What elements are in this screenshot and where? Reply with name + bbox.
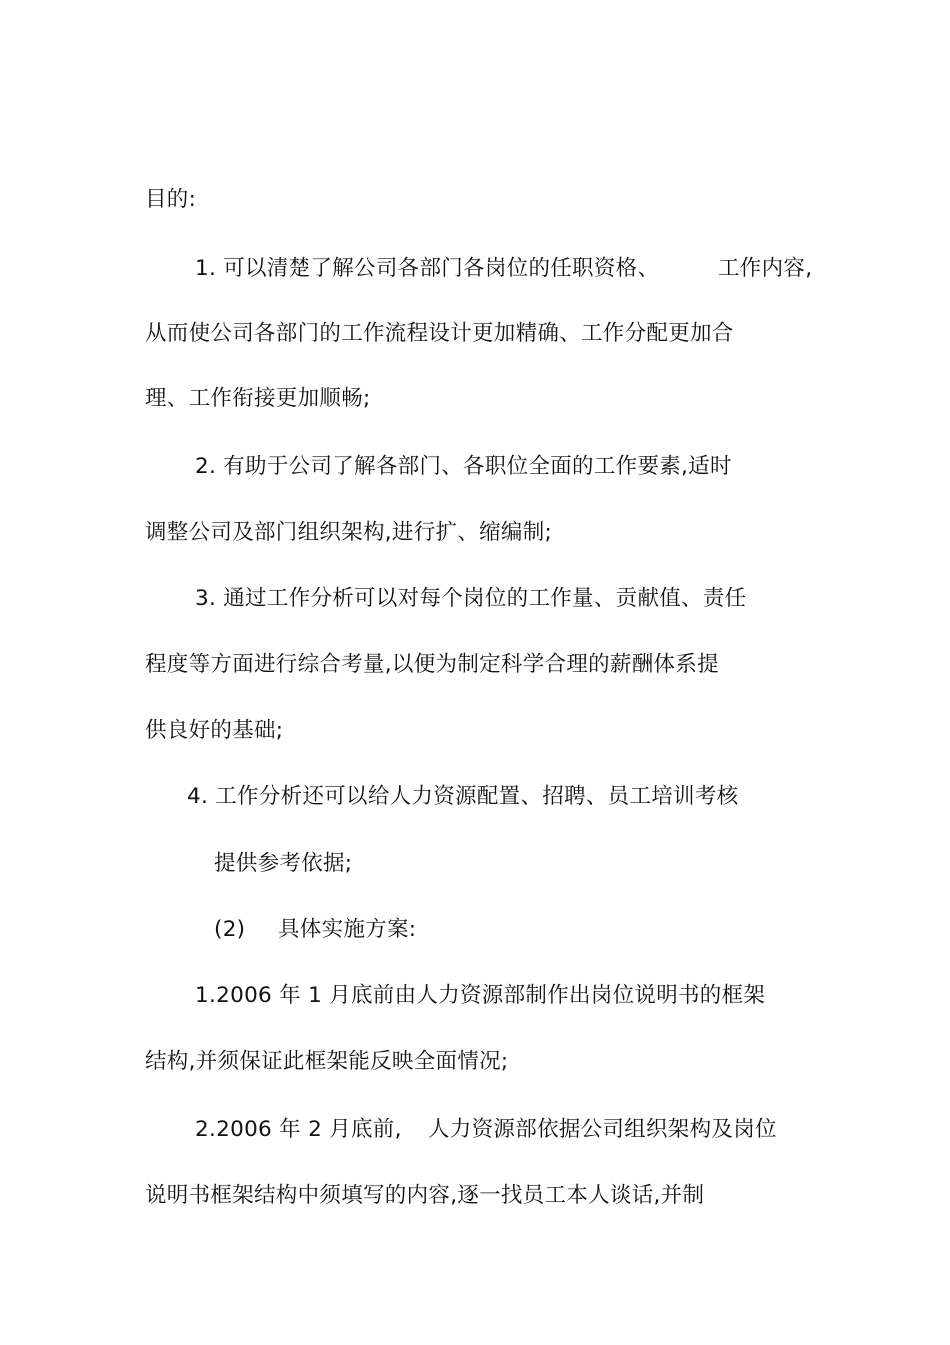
paragraph-line: 结构,并须保证此框架能反映全面情况; [145,1049,509,1074]
subsection-title: 具体实施方案: [278,917,417,942]
paragraph-line: 2.2006 年 2 月底前, [195,1117,402,1142]
paragraph-line: 1. 可以清楚了解公司各部门各岗位的任职资格、 [195,256,660,281]
section-heading: 目的: [145,187,197,212]
paragraph-line: 4. 工作分析还可以给人力资源配置、招聘、员工培训考核 [187,784,739,809]
paragraph-line: 人力资源部依据公司组织架构及岗位 [428,1117,777,1142]
paragraph-line: 从而使公司各部门的工作流程设计更加精确、工作分配更加合 [145,321,734,346]
paragraph-line: 1.2006 年 1 月底前由人力资源部制作出岗位说明书的框架 [195,983,766,1008]
paragraph-line: 说明书框架结构中须填写的内容,逐一找员工本人谈话,并制 [145,1183,705,1208]
paragraph-line: 理、工作衔接更加顺畅; [145,386,371,411]
subsection-number: (2) [214,917,246,942]
paragraph-line: 3. 通过工作分析可以对每个岗位的工作量、贡献值、责任 [195,586,747,611]
paragraph-line: 供良好的基础; [145,718,284,743]
paragraph-line: 工作内容, [718,256,813,281]
paragraph-line: 程度等方面进行综合考量,以便为制定科学合理的薪酬体系提 [145,652,719,677]
paragraph-line: 提供参考依据; [214,851,353,876]
paragraph-line: 调整公司及部门组织架构,进行扩、缩编制; [145,520,553,545]
paragraph-line: 2. 有助于公司了解各部门、各职位全面的工作要素,适时 [195,454,732,479]
